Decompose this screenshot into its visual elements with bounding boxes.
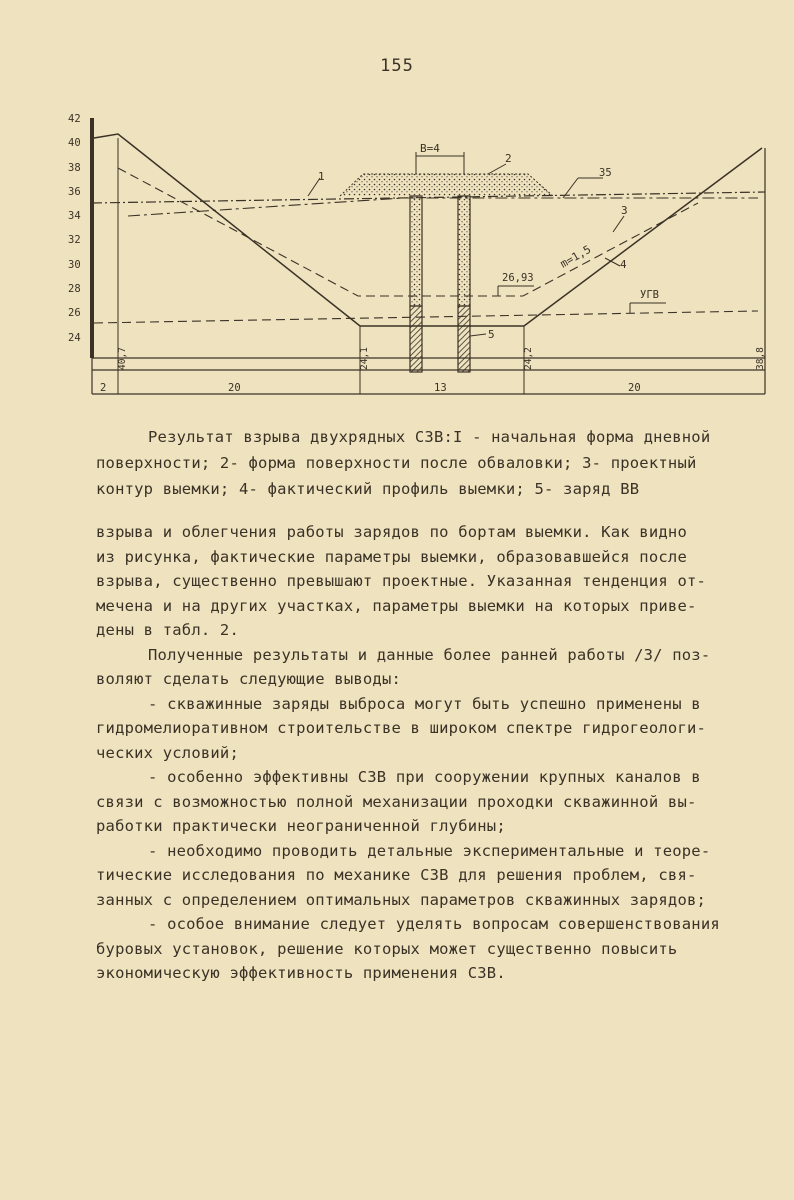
vertical-mark: 40,7 (117, 347, 128, 370)
y-tick: 26 (68, 307, 81, 319)
canal-cross-section-figure (58, 108, 778, 408)
label-3: 3 (621, 204, 628, 217)
label-2: 2 (505, 152, 512, 165)
y-tick: 40 (68, 137, 81, 149)
scale-value: 20 (628, 382, 641, 394)
bank-mound (340, 174, 553, 196)
y-tick: 28 (68, 283, 81, 295)
y-tick: 34 (68, 210, 81, 222)
bullet-line: гидромелиоративном строительстве в широком спектре гидрогеологи- (96, 719, 707, 737)
y-tick: 38 (68, 162, 81, 174)
bullet-line: связи с возможностью полной механизации проходки скважинной вы- (96, 792, 697, 811)
bullet-line: тические исследования по механике СЗВ для решения проблем, свя- (96, 866, 697, 884)
y-tick: 36 (68, 186, 81, 198)
vertical-mark: 38,8 (755, 347, 766, 370)
bullet-line: занных с определением оптимальных параметров скважинных зарядов; (96, 890, 707, 909)
vertical-mark: 24,2 (523, 347, 534, 370)
charge-left (410, 306, 422, 372)
charge-right (458, 306, 470, 372)
groundwater-line (94, 311, 758, 323)
bullet-line: - особенно эффективны СЗВ при сооружении крупных каналов в (148, 768, 701, 786)
label-1: 1 (318, 170, 325, 183)
page-number: 155 (380, 56, 414, 76)
y-tick: 30 (68, 259, 81, 271)
borehole-right (458, 196, 470, 306)
bullet-line: - особое внимание следует уделять вопросам совершенствования (148, 915, 720, 933)
label-35: 35 (599, 167, 612, 179)
text-line: дены в табл. 2. (96, 621, 239, 639)
scale-value: 20 (228, 382, 241, 394)
bullet-line: ческих условий; (96, 743, 239, 762)
bullet-line: экономическую эффективность применения СЗВ. (96, 964, 506, 982)
bullet-line: - необходимо проводить детальные экспериментальные и теоре- (148, 841, 711, 860)
text-line: мечена и на других участках, параметры выемки на которых приве- (96, 596, 697, 615)
caption-line: Результат взрыва двухрядных СЗВ:I - начальная форма дневной (148, 428, 711, 446)
bullet-line: работки практически неограниченной глубины; (96, 817, 506, 835)
caption-line: поверхности; 2- форма поверхности после обваловки; 3- проектный (96, 454, 697, 472)
bullet-line: буровых установок, решение которых может существенно повысить (96, 939, 678, 958)
borehole-left (410, 196, 422, 306)
label-5: 5 (488, 328, 495, 341)
caption-line: контур выемки; 4- фактический профиль выемки; 5- заряд ВВ (96, 480, 640, 498)
scale-value: 2 (100, 382, 107, 394)
y-tick: 24 (68, 332, 81, 344)
y-axis-bar (90, 118, 94, 358)
scale-value: 13 (434, 382, 447, 394)
text-line: из рисунка, фактические параметры выемки, образовавшейся после (96, 547, 687, 566)
label-4: 4 (620, 258, 627, 271)
text-line: Полученные результаты и данные более ранней работы /3/ поз- (148, 645, 711, 664)
bullet-line: - скважинные заряды выброса могут быть успешно применены в (148, 694, 701, 713)
y-axis-labels (68, 113, 81, 344)
label-2693: 26,93 (502, 272, 534, 284)
text-line: воляют сделать следующие выводы: (96, 670, 402, 688)
text-line: взрыва и облегчения работы зарядов по бортам выемки. Как видно (96, 523, 687, 541)
text-line: взрыва, существенно превышают проектные. Указанная тенденция от- (96, 572, 707, 590)
label-ugv: УГВ (640, 289, 659, 301)
y-tick: 42 (68, 113, 81, 125)
body-text (96, 520, 776, 986)
vertical-mark: 24,1 (359, 347, 370, 370)
figure-caption (96, 424, 766, 502)
actual-profile-line (94, 134, 762, 326)
y-tick: 32 (68, 234, 81, 246)
label-slope: m=1,5 (558, 242, 594, 271)
label-b-width: В=4 (420, 142, 440, 155)
